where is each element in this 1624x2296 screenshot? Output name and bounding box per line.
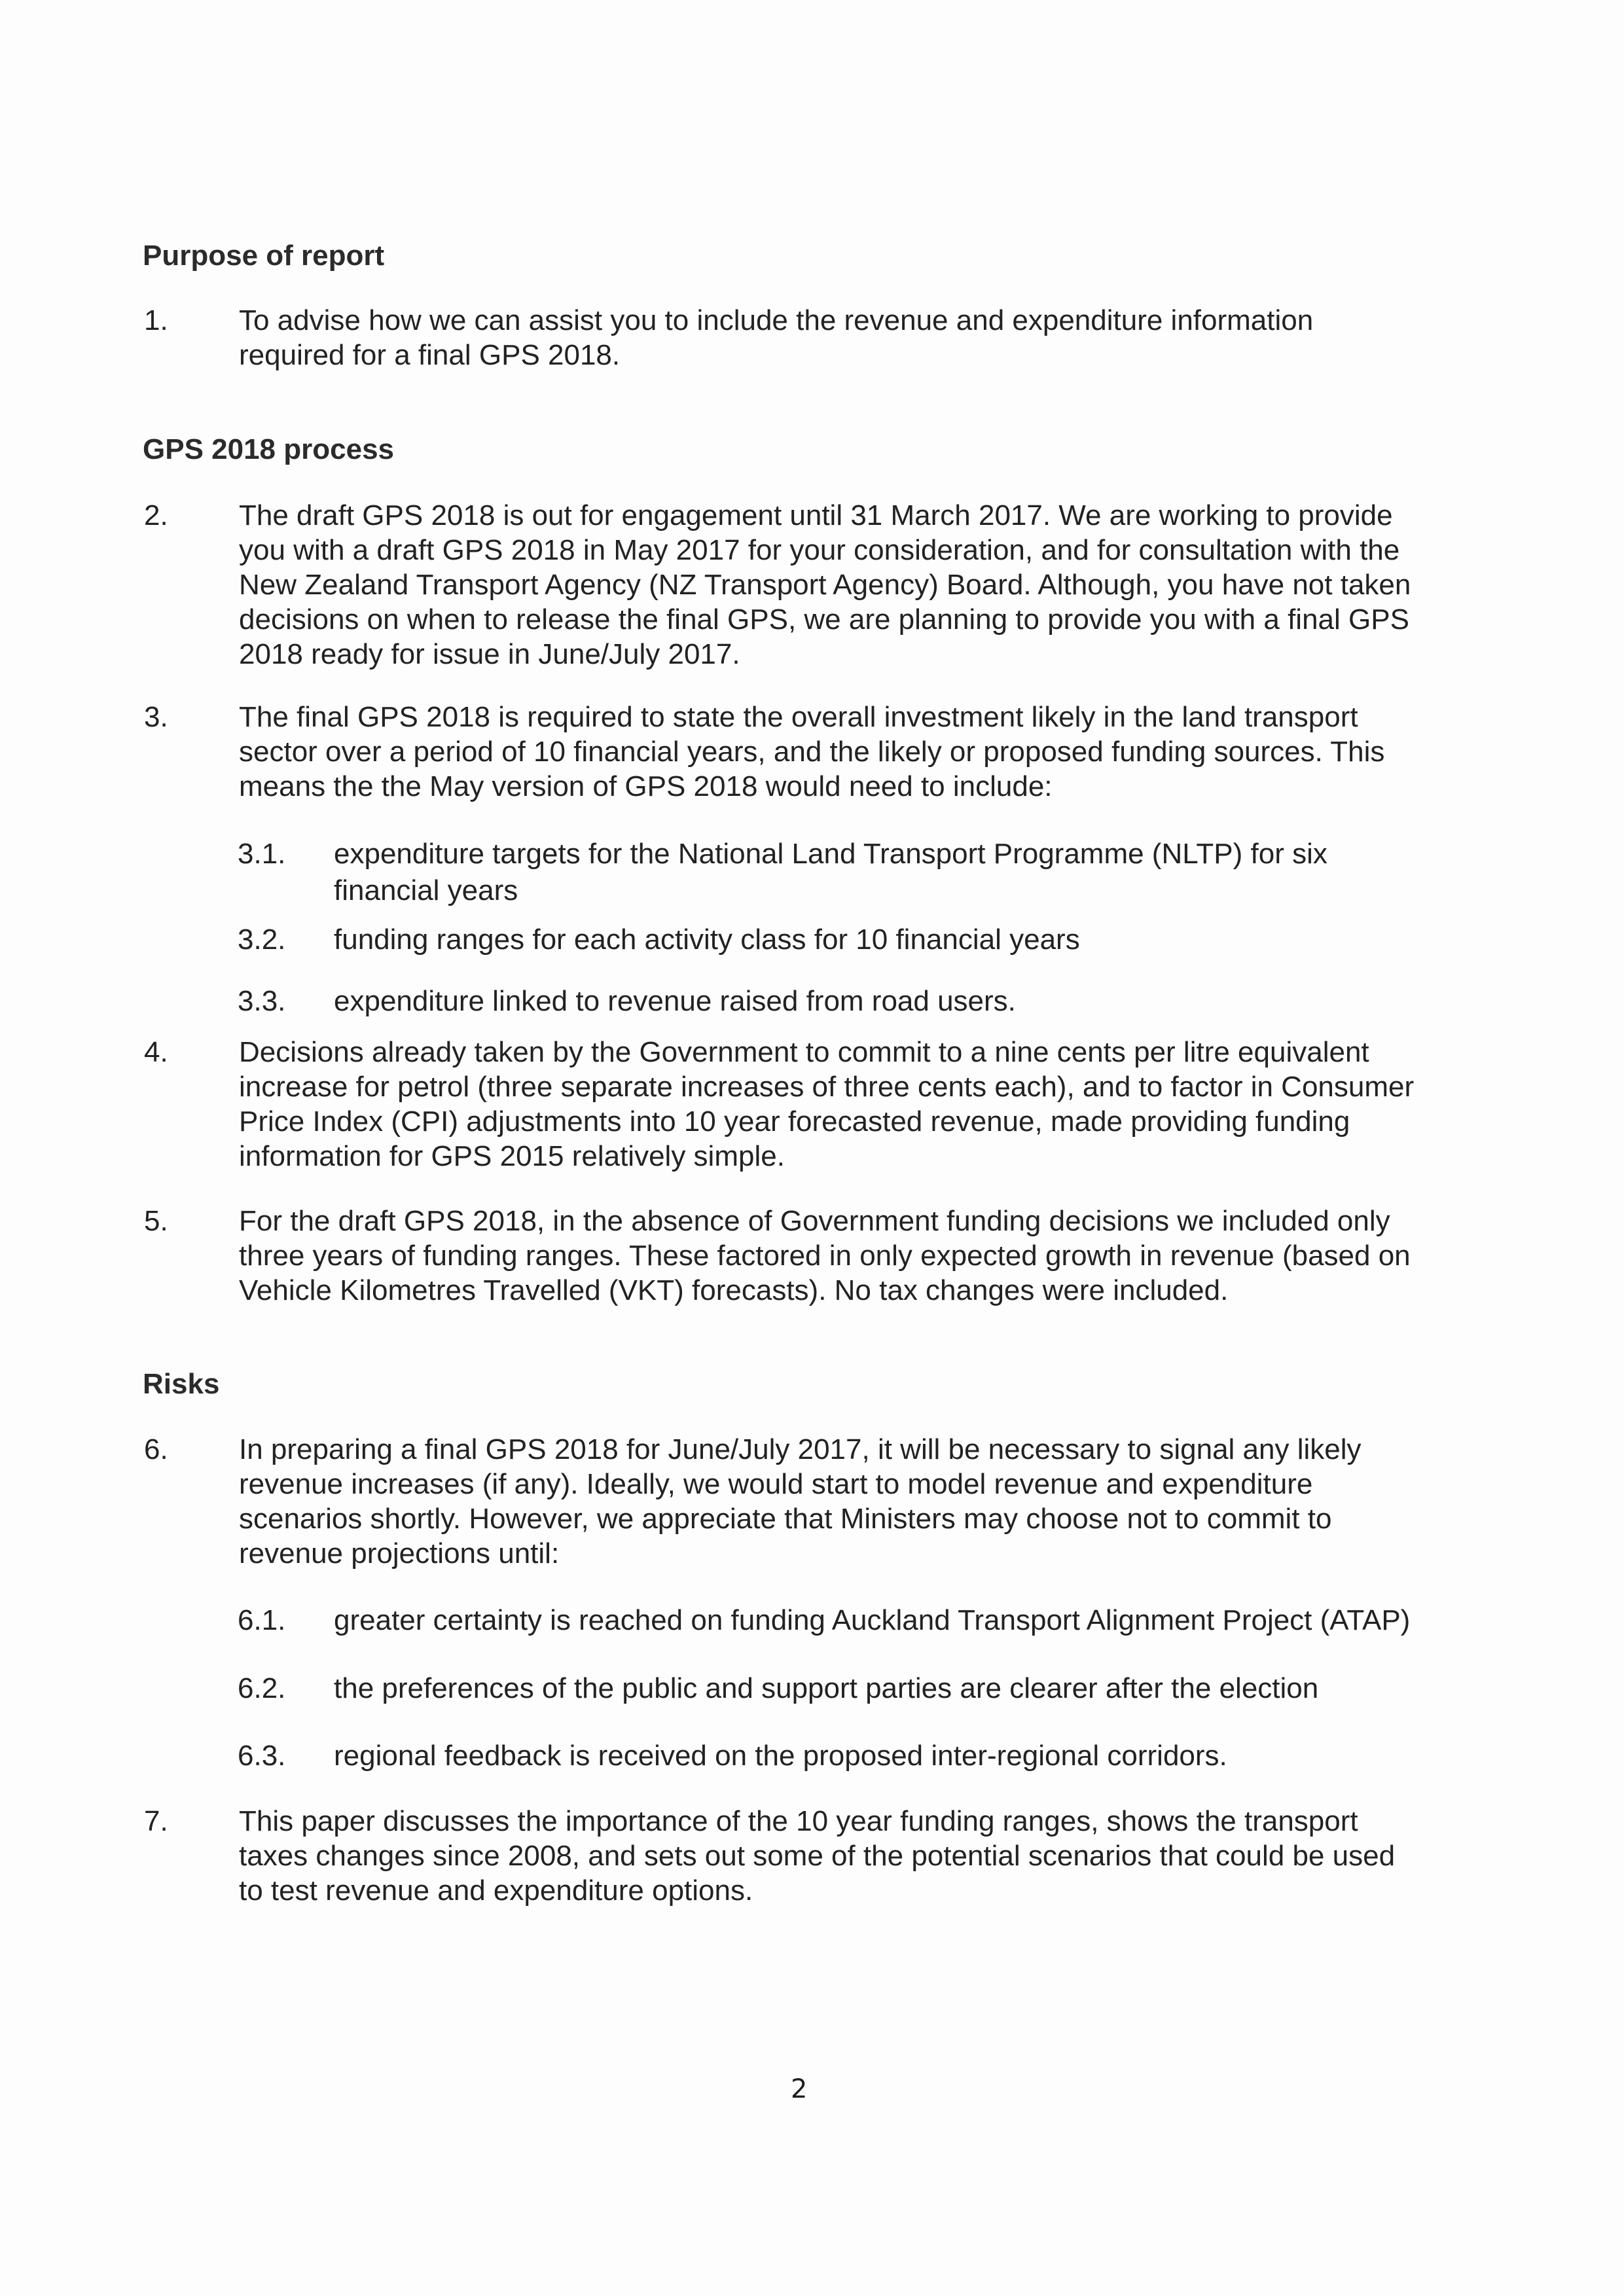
- text-line: The final GPS 2018 is required to state the overall investment likely in the land transport: [239, 701, 1358, 733]
- subitem-text: [334, 922, 1479, 957]
- paragraph-number: 4.: [144, 1036, 168, 1068]
- paragraph-text: [239, 1204, 1476, 1308]
- text-line: funding ranges for each activity class for 10 financial years: [334, 924, 1080, 956]
- paragraph-text: [239, 1035, 1476, 1174]
- text-line: the preferences of the public and support parties are clearer after the election: [334, 1672, 1319, 1704]
- text-line: financial years: [334, 874, 518, 906]
- paragraph-number: 3.: [144, 701, 168, 733]
- text-line: to test revenue and expenditure options.: [239, 1874, 753, 1907]
- subitem-number: 6.2.: [238, 1672, 286, 1704]
- section-heading-gps-process: GPS 2018 process: [143, 433, 395, 465]
- paragraph-text: [239, 303, 1476, 372]
- subitem-text: [334, 1671, 1479, 1706]
- subitem-number: 6.3.: [238, 1740, 286, 1772]
- text-line: decisions on when to release the final GPS, we are planning to provide you with a final GPS: [239, 603, 1409, 636]
- subitem-text: [334, 1603, 1479, 1638]
- section-heading-purpose: Purpose of report: [143, 240, 385, 272]
- text-line: means the the May version of GPS 2018 would need to include:: [239, 770, 1053, 802]
- section-heading-risks: Risks: [143, 1368, 220, 1400]
- text-line: The draft GPS 2018 is out for engagement until 31 March 2017. We are working to provide: [239, 499, 1393, 531]
- text-line: revenue increases (if any). Ideally, we would start to model revenue and expenditure: [239, 1468, 1313, 1500]
- text-line: increase for petrol (three separate increases of three cents each), and to factor in Consumer: [239, 1071, 1415, 1103]
- text-line: To advise how we can assist you to include the revenue and expenditure information: [239, 304, 1314, 336]
- text-line: regional feedback is received on the proposed inter-regional corridors.: [334, 1740, 1227, 1772]
- subitem-text: [334, 836, 1479, 908]
- text-line: scenarios shortly. However, we appreciate that Ministers may choose not to commit to: [239, 1503, 1332, 1535]
- subitem-text: [334, 1738, 1479, 1773]
- text-line: For the draft GPS 2018, in the absence of Government funding decisions we included only: [239, 1205, 1390, 1237]
- paragraph-number: 6.: [144, 1433, 168, 1465]
- subitem-text: [334, 984, 1479, 1018]
- paragraph-number: 1.: [144, 304, 168, 336]
- text-line: revenue projections until:: [239, 1537, 560, 1570]
- text-line: greater certainty is reached on funding Auckland Transport Alignment Project (ATAP): [334, 1604, 1411, 1636]
- text-line: required for a final GPS 2018.: [239, 339, 621, 371]
- subitem-number: 3.2.: [238, 924, 286, 956]
- text-line: Decisions already taken by the Government to commit to a nine cents per litre equivalent: [239, 1036, 1369, 1068]
- subitem-number: 3.3.: [238, 985, 286, 1017]
- paragraph-text: [239, 700, 1476, 804]
- text-line: expenditure linked to revenue raised from road users.: [334, 985, 1016, 1017]
- page-number: 2: [791, 2074, 808, 2104]
- text-line: information for GPS 2015 relatively simple.: [239, 1140, 785, 1172]
- text-line: In preparing a final GPS 2018 for June/July 2017, it will be necessary to signal any likely: [239, 1433, 1362, 1465]
- text-line: Vehicle Kilometres Travelled (VKT) forecasts). No tax changes were included.: [239, 1274, 1229, 1306]
- text-line: Price Index (CPI) adjustments into 10 year forecasted revenue, made providing funding: [239, 1105, 1350, 1138]
- text-line: taxes changes since 2008, and sets out some of the potential scenarios that could be used: [239, 1840, 1396, 1872]
- paragraph-text: [239, 1804, 1476, 1908]
- text-line: three years of funding ranges. These factored in only expected growth in revenue (based on: [239, 1240, 1411, 1272]
- text-line: New Zealand Transport Agency (NZ Transport Agency) Board. Although, you have not taken: [239, 569, 1411, 601]
- text-line: sector over a period of 10 financial years, and the likely or proposed funding sources. This: [239, 736, 1385, 768]
- subitem-number: 3.1.: [238, 838, 286, 870]
- text-line: 2018 ready for issue in June/July 2017.: [239, 638, 740, 670]
- text-line: expenditure targets for the National Land Transport Programme (NLTP) for six: [334, 838, 1327, 870]
- subitem-number: 6.1.: [238, 1604, 286, 1636]
- text-line: This paper discusses the importance of the 10 year funding ranges, shows the transport: [239, 1805, 1358, 1837]
- paragraph-number: 7.: [144, 1805, 168, 1837]
- paragraph-number: 2.: [144, 499, 168, 531]
- text-line: you with a draft GPS 2018 in May 2017 for your consideration, and for consultation with the: [239, 534, 1400, 566]
- paragraph-text: [239, 1432, 1476, 1571]
- paragraph-number: 5.: [144, 1205, 168, 1237]
- paragraph-text: [239, 498, 1476, 672]
